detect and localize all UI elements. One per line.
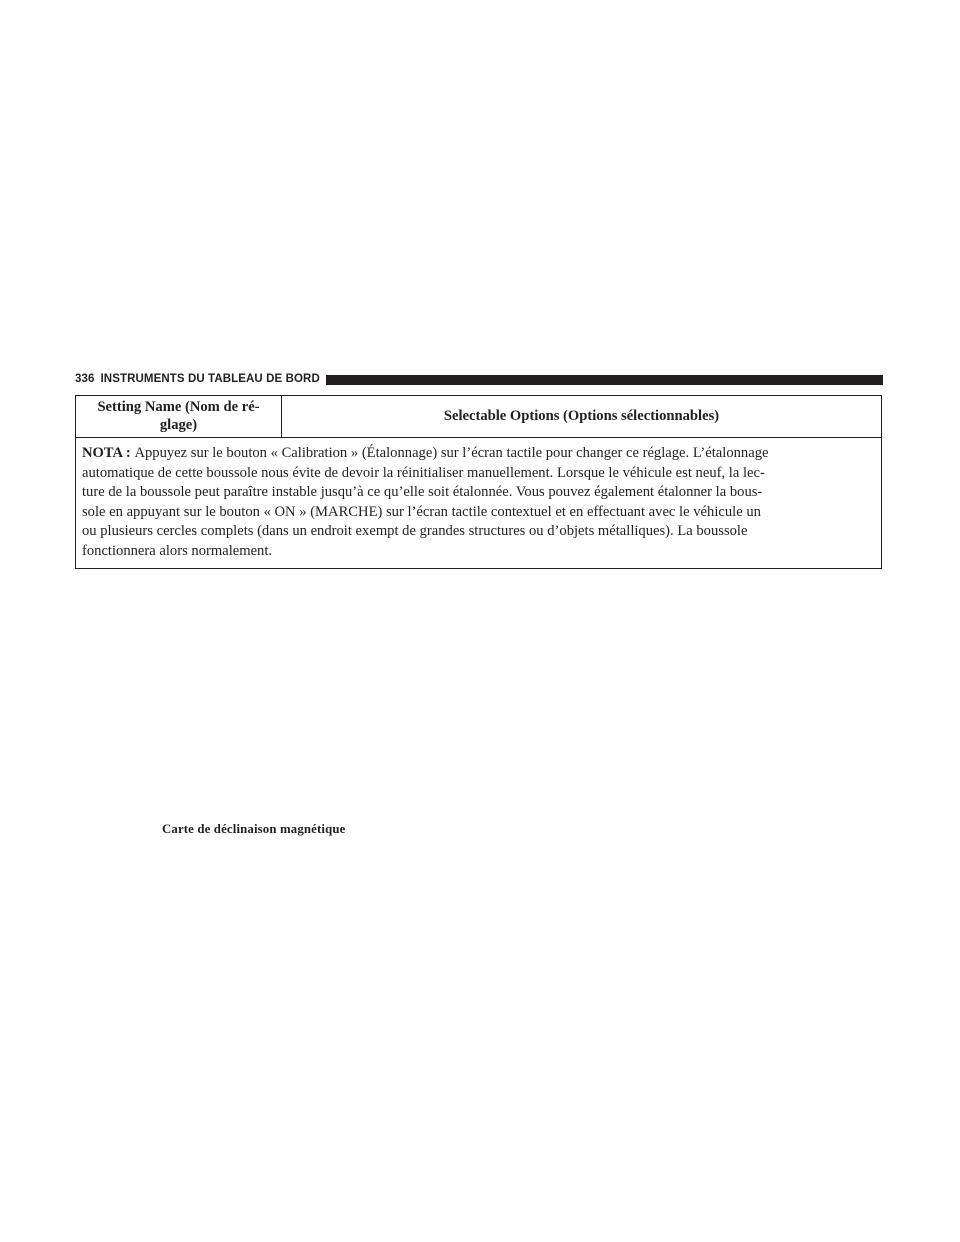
note-label: NOTA :: [82, 445, 135, 461]
column-header-setting-name: [76, 396, 282, 438]
note-line-2: automatique de cette boussole nous évite de devoir la réinitialiser manuellement. Lorsque le véhicule est neuf, la lec-: [82, 464, 765, 481]
section-title: INSTRUMENTS DU TABLEAU DE BORD: [100, 373, 320, 385]
note-line-6: fonctionnera alors normalement.: [82, 542, 273, 559]
figure-caption: Carte de déclinaison magnétique: [162, 822, 346, 836]
column-header-selectable-options: Selectable Options (Options sélectionnables): [282, 396, 882, 438]
page-number: 336: [75, 373, 95, 385]
note-cell: [76, 438, 882, 569]
note-line-3: ture de la boussole peut paraître instable jusqu’à ce qu’elle soit étalonnée. Vous pouvez également étalonner la bous-: [82, 484, 763, 501]
table-row: [76, 438, 882, 569]
column-header-setting-name-line-1: Setting Name (Nom de ré-: [97, 399, 260, 415]
settings-table: [75, 395, 882, 569]
note-line-4: sole en appuyant sur le bouton « ON » (MARCHE) sur l’écran tactile contextuel et en effectuant avec le véhicule un: [82, 503, 761, 520]
page-header: [75, 371, 883, 387]
note-line-5: ou plusieurs cercles complets (dans un endroit exempt de grandes structures ou d’objets métalliques). La boussole: [82, 523, 748, 540]
header-rule: [326, 375, 883, 385]
table-header-row: [76, 396, 882, 438]
column-header-setting-name-line-2: glage): [159, 417, 198, 433]
note-line-1: Appuyez sur le bouton « Calibration » (Étalonnage) sur l’écran tactile pour changer ce réglage. L’étalonnage: [134, 445, 769, 461]
